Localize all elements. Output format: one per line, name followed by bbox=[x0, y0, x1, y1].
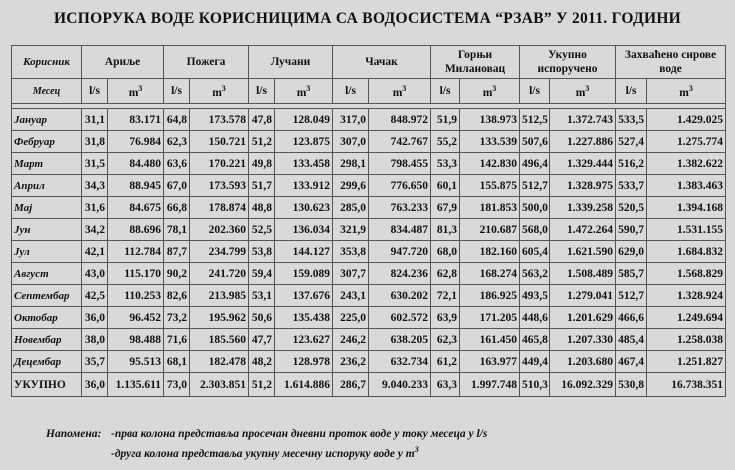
value-cell: 512,7 bbox=[520, 175, 550, 197]
group-header-total-delivered: Укупно испоручено bbox=[520, 46, 616, 79]
value-cell: 1.328.975 bbox=[550, 175, 616, 197]
group-header-cacak: Чачак bbox=[333, 46, 431, 79]
group-header-lucani: Лучани bbox=[249, 46, 333, 79]
value-cell: 178.874 bbox=[190, 197, 249, 219]
value-cell: 202.360 bbox=[190, 219, 249, 241]
value-cell: 133.539 bbox=[460, 131, 520, 153]
unit-m3-header: $m^3$ bbox=[369, 79, 431, 104]
value-cell: 353,8 bbox=[333, 241, 369, 263]
value-cell: 1.328.924 bbox=[647, 285, 726, 307]
value-cell: 144.127 bbox=[275, 241, 333, 263]
value-cell: 62,3 bbox=[431, 329, 460, 351]
table-row bbox=[12, 329, 726, 351]
value-cell: 31,6 bbox=[82, 197, 108, 219]
total-cell: 36,0 bbox=[82, 373, 108, 397]
value-cell: 115.170 bbox=[108, 263, 164, 285]
value-cell: 1.251.827 bbox=[647, 351, 726, 373]
value-cell: 243,1 bbox=[333, 285, 369, 307]
value-cell: 31,8 bbox=[82, 131, 108, 153]
value-cell: 59,4 bbox=[249, 263, 275, 285]
value-cell: 35,7 bbox=[82, 351, 108, 373]
table-row bbox=[12, 241, 726, 263]
table-row bbox=[12, 153, 726, 175]
value-cell: 66,8 bbox=[164, 197, 190, 219]
table-row bbox=[12, 351, 726, 373]
value-cell: 1.372.743 bbox=[550, 109, 616, 131]
value-cell: 128.978 bbox=[275, 351, 333, 373]
value-cell: 128.049 bbox=[275, 109, 333, 131]
value-cell: 195.962 bbox=[190, 307, 249, 329]
value-cell: 38,0 bbox=[82, 329, 108, 351]
footnote-label: Напомена: bbox=[46, 428, 102, 440]
value-cell: 638.205 bbox=[369, 329, 431, 351]
footnote bbox=[46, 426, 487, 462]
unit-m3-header: $m^3$ bbox=[550, 79, 616, 104]
value-cell: 185.560 bbox=[190, 329, 249, 351]
month-cell: Октобар bbox=[12, 307, 82, 329]
value-cell: 1.339.258 bbox=[550, 197, 616, 219]
value-cell: 1.201.629 bbox=[550, 307, 616, 329]
value-cell: 605,4 bbox=[520, 241, 550, 263]
unit-m3-header: $m^3$ bbox=[108, 79, 164, 104]
unit-ls-header: l/s bbox=[333, 79, 369, 104]
value-cell: 516,2 bbox=[616, 153, 647, 175]
unit-m3-header: $m^3$ bbox=[190, 79, 249, 104]
value-cell: 171.205 bbox=[460, 307, 520, 329]
value-cell: 776.650 bbox=[369, 175, 431, 197]
value-cell: 246,2 bbox=[333, 329, 369, 351]
month-cell: Април bbox=[12, 175, 82, 197]
value-cell: 629,0 bbox=[616, 241, 647, 263]
value-cell: 467,4 bbox=[616, 351, 647, 373]
value-cell: 31,1 bbox=[82, 109, 108, 131]
value-cell: 51,9 bbox=[431, 109, 460, 131]
footnote-text-2: -друга колона представља укупну месечну испоруку воде у m bbox=[111, 447, 415, 460]
total-cell: 1.997.748 bbox=[460, 373, 520, 397]
group-header-arilje: Ариље bbox=[82, 46, 164, 79]
value-cell: 42,5 bbox=[82, 285, 108, 307]
value-cell: 1.508.489 bbox=[550, 263, 616, 285]
value-cell: 150.721 bbox=[190, 131, 249, 153]
footnote-exponent: 3 bbox=[414, 445, 419, 454]
value-cell: 64,8 bbox=[164, 109, 190, 131]
value-cell: 155.875 bbox=[460, 175, 520, 197]
month-cell: Јануар bbox=[12, 109, 82, 131]
value-cell: 1.329.444 bbox=[550, 153, 616, 175]
value-cell: 1.382.622 bbox=[647, 153, 726, 175]
value-cell: 568,0 bbox=[520, 219, 550, 241]
value-cell: 563,2 bbox=[520, 263, 550, 285]
value-cell: 186.925 bbox=[460, 285, 520, 307]
value-cell: 136.034 bbox=[275, 219, 333, 241]
value-cell: 163.977 bbox=[460, 351, 520, 373]
value-cell: 42,1 bbox=[82, 241, 108, 263]
value-cell: 173.578 bbox=[190, 109, 249, 131]
total-cell: 51,2 bbox=[249, 373, 275, 397]
total-cell: 16.092.329 bbox=[550, 373, 616, 397]
value-cell: 68,0 bbox=[431, 241, 460, 263]
value-cell: 31,5 bbox=[82, 153, 108, 175]
value-cell: 159.089 bbox=[275, 263, 333, 285]
value-cell: 78,1 bbox=[164, 219, 190, 241]
value-cell: 88.696 bbox=[108, 219, 164, 241]
value-cell: 49,8 bbox=[249, 153, 275, 175]
value-cell: 1.429.025 bbox=[647, 109, 726, 131]
value-cell: 67,9 bbox=[431, 197, 460, 219]
header-row-units bbox=[12, 79, 726, 104]
value-cell: 142.830 bbox=[460, 153, 520, 175]
value-cell: 62,3 bbox=[164, 131, 190, 153]
value-cell: 1.258.038 bbox=[647, 329, 726, 351]
value-cell: 53,8 bbox=[249, 241, 275, 263]
value-cell: 465,8 bbox=[520, 329, 550, 351]
table-row bbox=[12, 307, 726, 329]
value-cell: 824.236 bbox=[369, 263, 431, 285]
total-cell: 2.303.851 bbox=[190, 373, 249, 397]
value-cell: 307,0 bbox=[333, 131, 369, 153]
value-cell: 947.720 bbox=[369, 241, 431, 263]
value-cell: 98.488 bbox=[108, 329, 164, 351]
value-cell: 67,0 bbox=[164, 175, 190, 197]
value-cell: 53,1 bbox=[249, 285, 275, 307]
month-cell: Март bbox=[12, 153, 82, 175]
value-cell: 213.985 bbox=[190, 285, 249, 307]
value-cell: 1.531.155 bbox=[647, 219, 726, 241]
value-cell: 47,7 bbox=[249, 329, 275, 351]
value-cell: 1.684.832 bbox=[647, 241, 726, 263]
value-cell: 496,4 bbox=[520, 153, 550, 175]
value-cell: 161.450 bbox=[460, 329, 520, 351]
value-cell: 48,8 bbox=[249, 197, 275, 219]
value-cell: 63,9 bbox=[431, 307, 460, 329]
value-cell: 763.233 bbox=[369, 197, 431, 219]
value-cell: 210.687 bbox=[460, 219, 520, 241]
value-cell: 466,6 bbox=[616, 307, 647, 329]
value-cell: 133.912 bbox=[275, 175, 333, 197]
table-row bbox=[12, 131, 726, 153]
total-cell: 63,3 bbox=[431, 373, 460, 397]
value-cell: 34,3 bbox=[82, 175, 108, 197]
unit-m3-header: $m^3$ bbox=[275, 79, 333, 104]
value-cell: 123.875 bbox=[275, 131, 333, 153]
value-cell: 182.478 bbox=[190, 351, 249, 373]
value-cell: 307,7 bbox=[333, 263, 369, 285]
value-cell: 73,2 bbox=[164, 307, 190, 329]
page-title: ИСПОРУКА ВОДЕ КОРИСНИЦИМА СА ВОДОСИСТЕМА “РЗАВ” У 2011. ГОДИНИ bbox=[53, 10, 682, 27]
unit-ls-header: l/s bbox=[616, 79, 647, 104]
value-cell: 630.202 bbox=[369, 285, 431, 307]
value-cell: 602.572 bbox=[369, 307, 431, 329]
month-cell: Фебруар bbox=[12, 131, 82, 153]
value-cell: 241.720 bbox=[190, 263, 249, 285]
value-cell: 1.621.590 bbox=[550, 241, 616, 263]
value-cell: 533,5 bbox=[616, 109, 647, 131]
value-cell: 87,7 bbox=[164, 241, 190, 263]
value-cell: 848.972 bbox=[369, 109, 431, 131]
total-cell: 9.040.233 bbox=[369, 373, 431, 397]
value-cell: 137.676 bbox=[275, 285, 333, 307]
value-cell: 43,0 bbox=[82, 263, 108, 285]
value-cell: 1.568.829 bbox=[647, 263, 726, 285]
value-cell: 527,4 bbox=[616, 131, 647, 153]
value-cell: 1.472.264 bbox=[550, 219, 616, 241]
value-cell: 62,8 bbox=[431, 263, 460, 285]
value-cell: 84.675 bbox=[108, 197, 164, 219]
value-cell: 500,0 bbox=[520, 197, 550, 219]
month-cell: Јул bbox=[12, 241, 82, 263]
value-cell: 585,7 bbox=[616, 263, 647, 285]
month-cell: Децембар bbox=[12, 351, 82, 373]
value-cell: 95.513 bbox=[108, 351, 164, 373]
value-cell: 168.274 bbox=[460, 263, 520, 285]
footnote-line-1 bbox=[46, 426, 487, 442]
value-cell: 81,3 bbox=[431, 219, 460, 241]
value-cell: 448,6 bbox=[520, 307, 550, 329]
value-cell: 83.171 bbox=[108, 109, 164, 131]
table-row bbox=[12, 263, 726, 285]
value-cell: 173.593 bbox=[190, 175, 249, 197]
value-cell: 50,6 bbox=[249, 307, 275, 329]
value-cell: 63,6 bbox=[164, 153, 190, 175]
value-cell: 449,4 bbox=[520, 351, 550, 373]
unit-ls-header: l/s bbox=[82, 79, 108, 104]
value-cell: 52,5 bbox=[249, 219, 275, 241]
value-cell: 533,7 bbox=[616, 175, 647, 197]
total-cell: 286,7 bbox=[333, 373, 369, 397]
value-cell: 520,5 bbox=[616, 197, 647, 219]
total-cell: 510,3 bbox=[520, 373, 550, 397]
month-cell: Мај bbox=[12, 197, 82, 219]
month-cell: Септембар bbox=[12, 285, 82, 307]
total-cell: 530,8 bbox=[616, 373, 647, 397]
value-cell: 1.383.463 bbox=[647, 175, 726, 197]
value-cell: 1.249.694 bbox=[647, 307, 726, 329]
value-cell: 34,2 bbox=[82, 219, 108, 241]
value-cell: 1.207.330 bbox=[550, 329, 616, 351]
value-cell: 90,2 bbox=[164, 263, 190, 285]
value-cell: 512,7 bbox=[616, 285, 647, 307]
total-cell: 73,0 bbox=[164, 373, 190, 397]
unit-m3-header: $m^3$ bbox=[647, 79, 726, 104]
month-header: Месец bbox=[12, 79, 82, 104]
value-cell: 632.734 bbox=[369, 351, 431, 373]
header-row-users bbox=[12, 46, 726, 79]
month-cell: Јун bbox=[12, 219, 82, 241]
value-cell: 47,8 bbox=[249, 109, 275, 131]
group-header-pozega: Пожега bbox=[164, 46, 249, 79]
water-delivery-table bbox=[11, 45, 726, 397]
unit-ls-header: l/s bbox=[431, 79, 460, 104]
table-row bbox=[12, 285, 726, 307]
value-cell: 225,0 bbox=[333, 307, 369, 329]
month-cell: Новембар bbox=[12, 329, 82, 351]
total-row bbox=[12, 373, 726, 397]
footnote-text-1: -прва колона представља просечан дневни проток воде у току месеца у l/s bbox=[111, 428, 488, 440]
table-row bbox=[12, 197, 726, 219]
value-cell: 76.984 bbox=[108, 131, 164, 153]
value-cell: 71,6 bbox=[164, 329, 190, 351]
unit-ls-header: l/s bbox=[520, 79, 550, 104]
value-cell: 82,6 bbox=[164, 285, 190, 307]
value-cell: 88.945 bbox=[108, 175, 164, 197]
group-header-gornji-milanovac: Горњи Милановац bbox=[431, 46, 520, 79]
value-cell: 110.253 bbox=[108, 285, 164, 307]
user-header: Корисник bbox=[12, 46, 82, 79]
value-cell: 298,1 bbox=[333, 153, 369, 175]
total-cell: 1.135.611 bbox=[108, 373, 164, 397]
table-row bbox=[12, 109, 726, 131]
value-cell: 317,0 bbox=[333, 109, 369, 131]
value-cell: 236,2 bbox=[333, 351, 369, 373]
value-cell: 1.275.774 bbox=[647, 131, 726, 153]
value-cell: 834.487 bbox=[369, 219, 431, 241]
footnote-line-2 bbox=[46, 442, 487, 462]
value-cell: 84.480 bbox=[108, 153, 164, 175]
value-cell: 742.767 bbox=[369, 131, 431, 153]
unit-m3-header: $m^3$ bbox=[460, 79, 520, 104]
value-cell: 68,1 bbox=[164, 351, 190, 373]
month-cell: Август bbox=[12, 263, 82, 285]
value-cell: 53,3 bbox=[431, 153, 460, 175]
group-header-raw-water: Захваћено сирове воде bbox=[616, 46, 726, 79]
value-cell: 285,0 bbox=[333, 197, 369, 219]
total-cell: 1.614.886 bbox=[275, 373, 333, 397]
value-cell: 493,5 bbox=[520, 285, 550, 307]
value-cell: 96.452 bbox=[108, 307, 164, 329]
total-cell: 16.738.351 bbox=[647, 373, 726, 397]
value-cell: 507,6 bbox=[520, 131, 550, 153]
unit-ls-header: l/s bbox=[249, 79, 275, 104]
table-row bbox=[12, 175, 726, 197]
value-cell: 133.458 bbox=[275, 153, 333, 175]
value-cell: 299,6 bbox=[333, 175, 369, 197]
value-cell: 51,7 bbox=[249, 175, 275, 197]
value-cell: 798.455 bbox=[369, 153, 431, 175]
value-cell: 60,1 bbox=[431, 175, 460, 197]
value-cell: 234.799 bbox=[190, 241, 249, 263]
value-cell: 61,2 bbox=[431, 351, 460, 373]
unit-ls-header: l/s bbox=[164, 79, 190, 104]
value-cell: 1.227.886 bbox=[550, 131, 616, 153]
value-cell: 590,7 bbox=[616, 219, 647, 241]
value-cell: 182.160 bbox=[460, 241, 520, 263]
table-row bbox=[12, 219, 726, 241]
value-cell: 1.394.168 bbox=[647, 197, 726, 219]
value-cell: 321,9 bbox=[333, 219, 369, 241]
value-cell: 135.438 bbox=[275, 307, 333, 329]
value-cell: 138.973 bbox=[460, 109, 520, 131]
value-cell: 1.203.680 bbox=[550, 351, 616, 373]
value-cell: 130.623 bbox=[275, 197, 333, 219]
value-cell: 512,5 bbox=[520, 109, 550, 131]
value-cell: 123.627 bbox=[275, 329, 333, 351]
value-cell: 72,1 bbox=[431, 285, 460, 307]
value-cell: 181.853 bbox=[460, 197, 520, 219]
value-cell: 170.221 bbox=[190, 153, 249, 175]
value-cell: 485,4 bbox=[616, 329, 647, 351]
total-label: УКУПНО bbox=[12, 373, 82, 397]
value-cell: 36,0 bbox=[82, 307, 108, 329]
value-cell: 112.784 bbox=[108, 241, 164, 263]
value-cell: 1.279.041 bbox=[550, 285, 616, 307]
value-cell: 48,2 bbox=[249, 351, 275, 373]
value-cell: 51,2 bbox=[249, 131, 275, 153]
value-cell: 55,2 bbox=[431, 131, 460, 153]
